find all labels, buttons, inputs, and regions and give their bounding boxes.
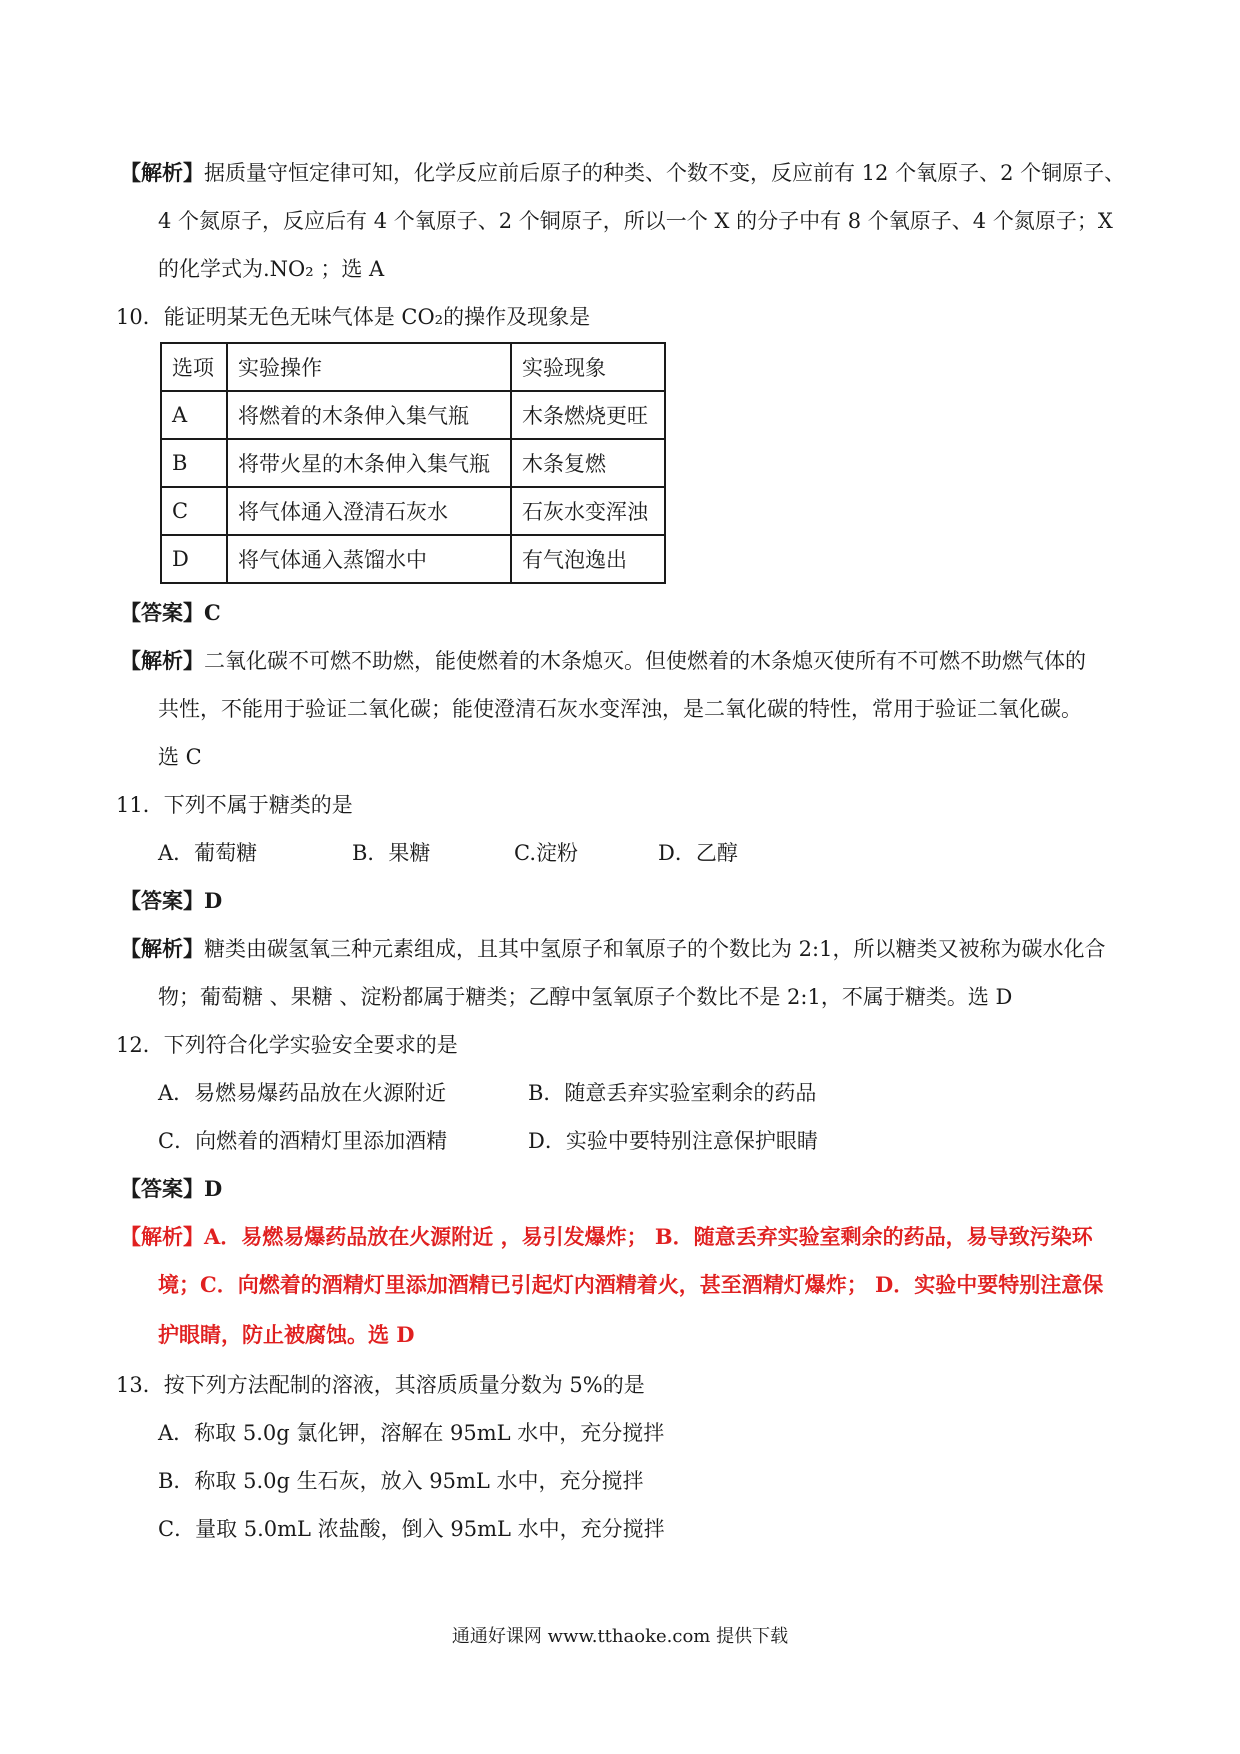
q12-answer: 【答案】D — [120, 1176, 223, 1201]
q12-option-c: C．向燃着的酒精灯里添加酒精 — [158, 1129, 448, 1153]
table-cell: D — [161, 535, 227, 583]
q12-stem: 12．下列符合化学实验安全要求的是 — [116, 1033, 458, 1057]
q11-analysis-line-2: 物；葡萄糖 、果糖 、淀粉都属于糖类；乙醇中氢氧原子个数比不是 2:1，不属于糖类。选 D — [158, 985, 1013, 1009]
analysis-tag: 【解析】 — [120, 160, 204, 185]
analysis-tag: 【解析】 — [120, 1224, 204, 1249]
analysis-tag: 【解析】 — [120, 648, 204, 673]
table-header-cell: 实验现象 — [511, 343, 665, 391]
q9-analysis-line-3: 的化学式为.NO₂ ；选 A — [158, 257, 385, 281]
page-footer: 通通好课网 www.tthaoke.com 提供下载 — [451, 1626, 789, 1647]
q10-analysis-line-1: 【解析】二氧化碳不可燃不助燃，能使燃着的木条熄灭。但使燃着的木条熄灭使所有不可燃不助燃气体的 — [120, 648, 1086, 673]
q10-analysis-line-3: 选 C — [158, 745, 202, 769]
q12-analysis-line-1: 【解析】A．易燃易爆药品放在火源附近 ，易引发爆炸； B．随意丢弃实验室剩余的药品，易导致污染环 — [120, 1224, 1093, 1249]
table-header-row — [161, 343, 665, 391]
table-cell: 石灰水变浑浊 — [511, 487, 665, 535]
q11-option-d: D．乙醇 — [658, 841, 738, 865]
table-cell: 将气体通入澄清石灰水 — [227, 487, 511, 535]
q11-answer: 【答案】D — [120, 888, 223, 913]
table-header-cell: 选项 — [161, 343, 227, 391]
q11-option-a: A．葡萄糖 — [158, 841, 258, 865]
analysis-tag: 【解析】 — [120, 936, 204, 961]
q10-stem: 10．能证明某无色无味气体是 CO₂的操作及现象是 — [116, 305, 591, 329]
q9-analysis-line-1: 【解析】据质量守恒定律可知，化学反应前后原子的种类、个数不变，反应前有 12 个氧原子、2 个铜原子、 — [120, 160, 1126, 185]
q11-analysis-line-1: 【解析】糖类由碳氢氧三种元素组成，且其中氢原子和氧原子的个数比为 2:1，所以糖类又被称为碳水化合 — [120, 936, 1106, 961]
table-row — [161, 535, 665, 583]
table-cell: 木条燃烧更旺 — [511, 391, 665, 439]
q12-analysis-line-2: 境；C．向燃着的酒精灯里添加酒精已引起灯内酒精着火，甚至酒精灯爆炸； D．实验中要特别注意保 — [158, 1272, 1104, 1297]
table-row — [161, 391, 665, 439]
q11-option-c: C.淀粉 — [514, 841, 578, 865]
q12-option-b: B．随意丢弃实验室剩余的药品 — [528, 1081, 817, 1105]
q11-option-b: B．果糖 — [352, 841, 431, 865]
q13-stem: 13．按下列方法配制的溶液，其溶质质量分数为 5%的是 — [116, 1373, 645, 1397]
q12-analysis-line-3: 护眼睛，防止被腐蚀。选 D — [158, 1322, 415, 1347]
q11-stem: 11．下列不属于糖类的是 — [116, 793, 353, 817]
table-cell: 将气体通入蒸馏水中 — [227, 535, 511, 583]
table-cell: A — [161, 391, 227, 439]
q10-experiment-table — [160, 342, 666, 584]
table-cell: C — [161, 487, 227, 535]
q13-option-b: B．称取 5.0g 生石灰，放入 95mL 水中，充分搅拌 — [158, 1469, 644, 1493]
q10-analysis-line-2: 共性，不能用于验证二氧化碳；能使澄清石灰水变浑浊，是二氧化碳的特性，常用于验证二氧化碳。 — [158, 697, 1082, 721]
q13-option-c: C．量取 5.0mL 浓盐酸，倒入 95mL 水中，充分搅拌 — [158, 1517, 665, 1541]
table-cell: 木条复燃 — [511, 439, 665, 487]
q12-option-d: D．实验中要特别注意保护眼睛 — [528, 1129, 818, 1153]
table-row — [161, 439, 665, 487]
table-cell: 有气泡逸出 — [511, 535, 665, 583]
q12-option-a: A．易燃易爆药品放在火源附近 — [158, 1081, 447, 1105]
table-cell: 将带火星的木条伸入集气瓶 — [227, 439, 511, 487]
q9-analysis-line-2: 4 个氮原子，反应后有 4 个氧原子、2 个铜原子，所以一个 X 的分子中有 8 个氧原子、4 个氮原子；X — [158, 209, 1113, 233]
q10-answer: 【答案】C — [120, 600, 221, 625]
table-header-cell: 实验操作 — [227, 343, 511, 391]
table-cell: B — [161, 439, 227, 487]
q13-option-a: A．称取 5.0g 氯化钾，溶解在 95mL 水中，充分搅拌 — [158, 1421, 665, 1445]
table-cell: 将燃着的木条伸入集气瓶 — [227, 391, 511, 439]
table-row — [161, 487, 665, 535]
